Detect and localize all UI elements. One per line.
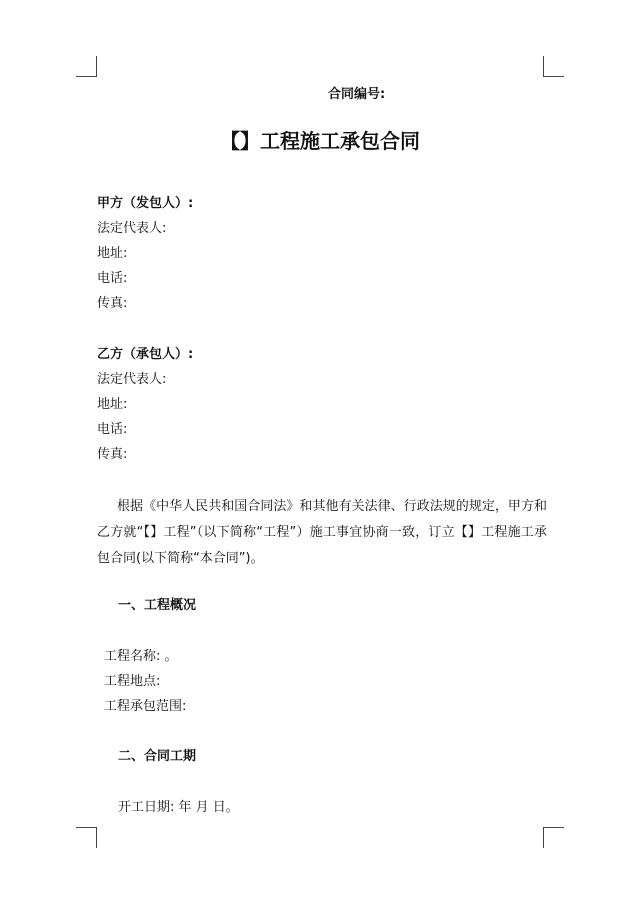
project-location-field: 工程地点: [104,674,161,689]
crop-mark-bottom-left [76,827,97,848]
start-date-field: 开工日期: 年 月 日。 [118,800,239,815]
party-b-heading: 乙方（承包人）: [97,347,194,362]
section-1-heading: 一、工程概况 [118,598,197,613]
section-2-heading: 二、合同工期 [118,749,197,764]
party-b-representative: 法定代表人: [97,372,167,387]
party-a-address: 地址: [97,246,128,261]
crop-mark-bottom-right [543,827,564,848]
party-a-representative: 法定代表人: [97,221,167,236]
party-a-phone: 电话: [97,271,128,286]
document-title: 【】工程施工承包合同 [220,129,420,153]
project-scope-field: 工程承包范围: [104,699,187,714]
party-a-fax: 传真: [97,296,128,311]
project-name-field: 工程名称: 。 [104,649,178,664]
party-b-address: 地址: [97,397,128,412]
party-a-heading: 甲方（发包人）: [97,196,194,211]
crop-mark-top-left [76,56,97,77]
crop-mark-top-right [543,56,564,77]
party-b-fax: 传真: [97,447,128,462]
intro-paragraph: 根据《中华人民共和国合同法》和其他有关法律、行政法规的规定，甲方和乙方就“【】工程”（以下简称“工程”）施工事宜协商一致，订立【】工程施工承包合同(以下简称“本合同”)。 [97,499,547,566]
contract-number-label: 合同编号: [328,87,386,102]
party-b-phone: 电话: [97,422,128,437]
